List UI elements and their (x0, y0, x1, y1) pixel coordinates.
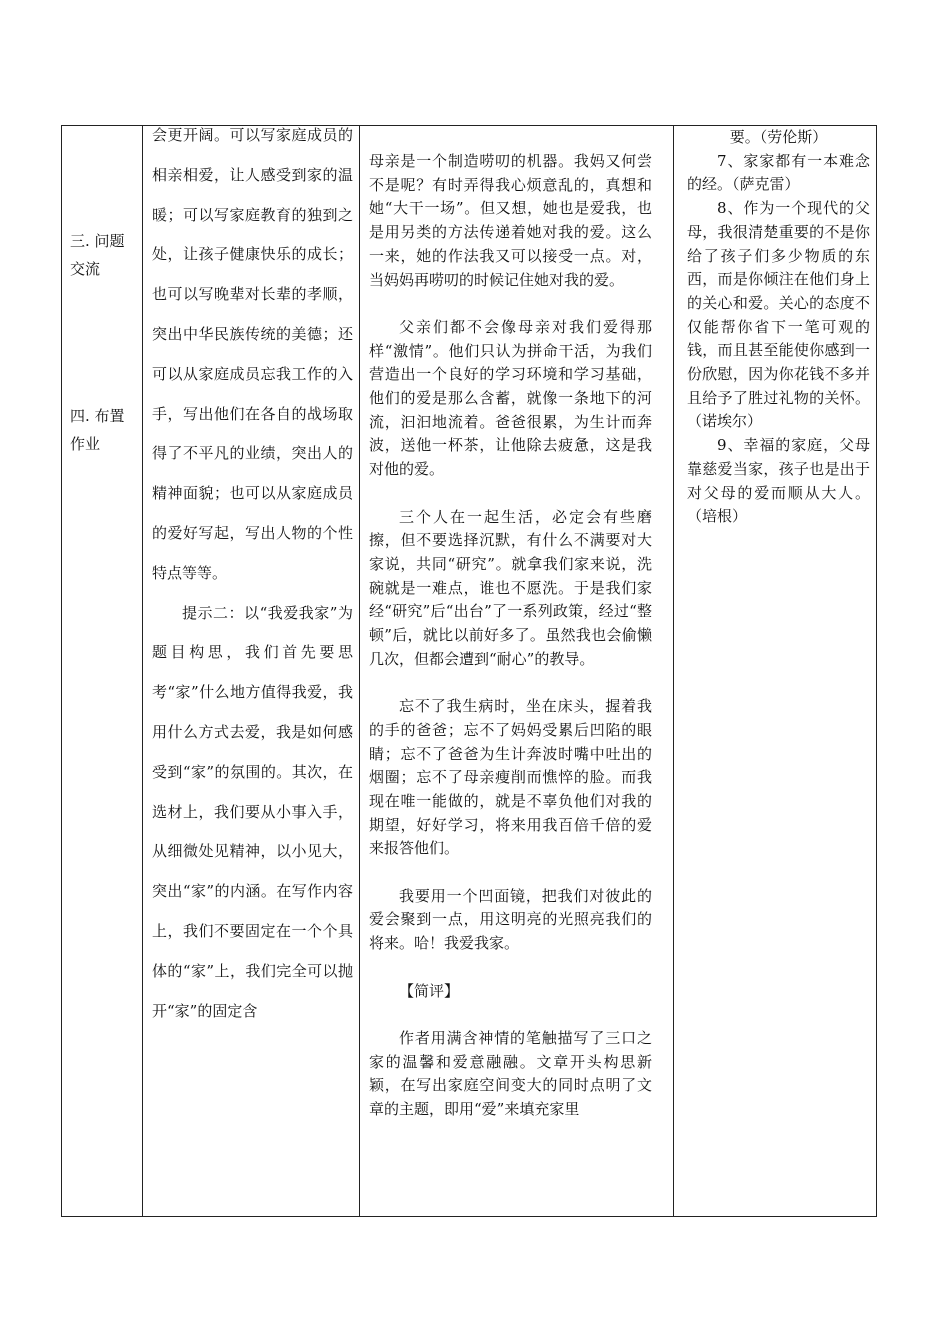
essay-paragraph: 父亲们都不会像母亲对我们爱得那样“激情”。他们只认为拼命干活，为我们营造出一个良好的学习环境和学习基础，他们的爱是那么含蓄，就像一条地下的河流，汩汩地流着。爸爸很累，为生计而奔波，送他一杯茶，让他除去疲惫，这是我对他的爱。 (369, 317, 652, 479)
essay-paragraph: 忘不了我生病时，坐在床头，握着我的手的爸爸；忘不了妈妈受累后凹陷的眼睛；忘不了爸爸为生计奔波时嘴中吐出的烟圈；忘不了母亲瘦削而憔悴的脸。而我现在唯一能做的，就是不辜负他们对我的期望，好好学习，将来用我百倍千倍的爱来报答他们。 (369, 697, 652, 858)
hint-paragraph: 会更开阔。可以写家庭成员的相亲相爱，让人感受到家的温暖；可以写家庭教育的独到之处，让孩子健康快乐的成长；也可以写晚辈对长辈的孝顺，突出中华民族传统的美德；还可以从家庭成员忘我工作的入手，写出他们在各自的战场取得了不平凡的业绩，突出人的精神面貌；也可以从家庭成员的爱好写起，写出人物的个性特点等等。 (152, 126, 353, 582)
review-paragraph: 作者用满含神情的笔触描写了三口之家的温馨和爱意融融。文章开头构思新颖，在写出家庭空间变大的同时点明了文章的主题，即用“爱”来填充家里 (369, 1028, 652, 1119)
quote-item: 7、家家都有一本难念的经。（萨克雷） (687, 151, 870, 194)
lesson-table (61, 125, 877, 1217)
section-label-homework: 四. 布置作业 (70, 407, 125, 453)
quotes-column (673, 126, 878, 529)
essay-paragraph: 我要用一个凹面镜，把我们对彼此的爱会聚到一点，用这明亮的光照亮我们的将来。哈！我爱我家。 (369, 886, 652, 953)
sample-essay-column (359, 126, 673, 1122)
quote-item: 要。（劳伦斯） (729, 128, 828, 146)
quote-item: 9、幸福的家庭，父母靠慈爱当家，孩子也是出于对父母的爱而顺从大人。（培根） (687, 436, 870, 526)
essay-paragraph: 三个人在一起生活，必定会有些磨擦，但不要选择沉默，有什么不满要对大家说，共同“研究”。就拿我们家来说，洗碗就是一难点，谁也不愿洗。于是我们家经“研究”后“出台”了一系列政策，经过“整顿”后，就比以前好多了。虽然我也会偷懒几次，但都会遭到“耐心”的教导。 (369, 507, 652, 668)
quote-item: 8、作为一个现代的父母，我很清楚重要的不是你给了孩子们多少物质的东西，而是你倾注在他们身上的关心和爱。关心的态度不仅能帮你省下一笔可观的钱，而且甚至能使你感到一份欣慰，因为你花钱不多并且给予了胜过礼物的关怀。（诺埃尔） (687, 199, 870, 431)
section-label-discussion: 三. 问题交流 (70, 232, 125, 278)
writing-hints-column (142, 126, 359, 1031)
hint-paragraph: 提示二：以“我爱我家”为题目构思，我们首先要思考“家”什么地方值得我爱，我用什么方式去爱，我是如何感受到“家”的氛围的。其次，在选材上，我们要从小事入手，从细微处见精神，以小见大，突出“家”的内涵。在写作内容上，我们不要固定在一个个具体的“家”上，我们完全可以抛开“家”的固定含 (152, 603, 353, 1020)
essay-paragraph: 母亲是一个制造唠叨的机器。我妈又何尝不是呢？有时弄得我心烦意乱的，真想和她“大干一场”。但又想，她也是爱我，也是用另类的方法传递着她对我的爱。这么一来，她的作法我又可以接受一点。对，当妈妈再唠叨的时候记住她对我的爱。 (369, 152, 652, 289)
review-heading: 【简评】 (399, 981, 460, 1000)
